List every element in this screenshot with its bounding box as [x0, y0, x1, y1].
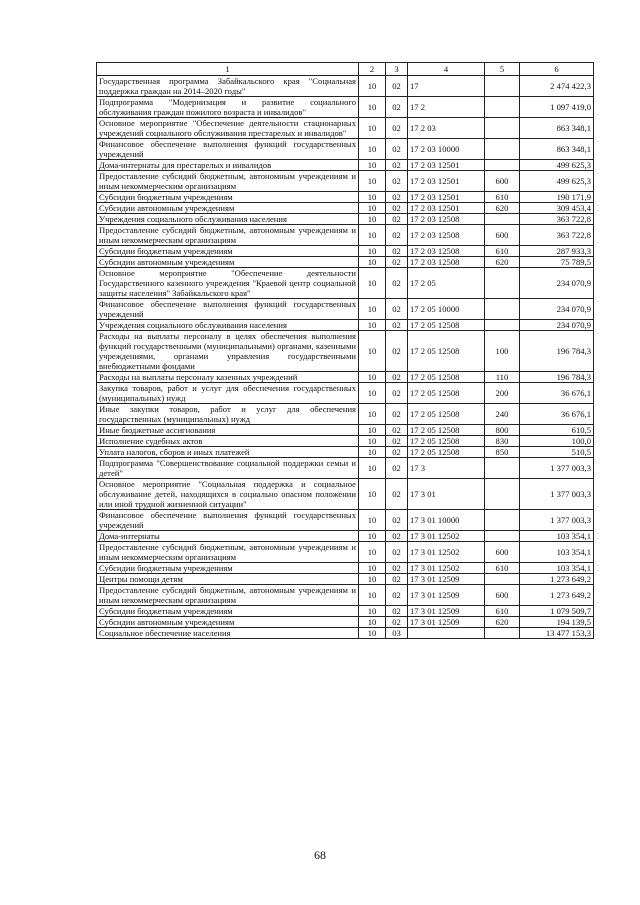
header-target-article: 4	[408, 63, 485, 76]
row-expense-type	[485, 628, 520, 639]
row-amount: 287 933,3	[520, 246, 594, 257]
row-expense-type: 850	[485, 447, 520, 458]
row-amount: 1 079 509,7	[520, 606, 594, 617]
row-amount: 196 784,3	[520, 372, 594, 383]
row-target-article: 17 2 05 12508	[408, 425, 485, 436]
row-expense-type	[485, 139, 520, 160]
row-subsection: 02	[386, 225, 408, 246]
row-subsection: 02	[386, 563, 408, 574]
table-row	[97, 574, 594, 585]
row-name: Финансовое обеспечение выполнения функций государственных учреждений	[97, 510, 359, 531]
row-expense-type	[485, 97, 520, 118]
table-header-row	[97, 63, 594, 76]
row-name: Субсидии бюджетным учреждениям	[97, 563, 359, 574]
row-expense-type: 110	[485, 372, 520, 383]
row-target-article: 17 2 05 12508	[408, 383, 485, 404]
row-subsection: 02	[386, 617, 408, 628]
table-row	[97, 425, 594, 436]
row-amount: 75 789,5	[520, 257, 594, 268]
row-target-article: 17 3 01 12509	[408, 574, 485, 585]
row-target-article: 17 2 03	[408, 118, 485, 139]
row-target-article: 17 2 03 12501	[408, 192, 485, 203]
row-section: 10	[359, 425, 386, 436]
row-expense-type	[485, 574, 520, 585]
row-expense-type: 620	[485, 617, 520, 628]
row-expense-type: 610	[485, 563, 520, 574]
row-name: Субсидии бюджетным учреждениям	[97, 606, 359, 617]
budget-table	[96, 62, 594, 639]
row-expense-type: 620	[485, 257, 520, 268]
row-target-article: 17 2 05 12508	[408, 320, 485, 331]
row-name: Субсидии автономным учреждениям	[97, 203, 359, 214]
row-amount: 234 070,9	[520, 320, 594, 331]
header-section: 2	[359, 63, 386, 76]
row-expense-type: 610	[485, 606, 520, 617]
row-name: Предоставление субсидий бюджетным, автономным учреждениям и иным некоммерческим организациям	[97, 585, 359, 606]
row-expense-type: 240	[485, 404, 520, 425]
row-subsection: 02	[386, 585, 408, 606]
row-target-article: 17 3 01 10000	[408, 510, 485, 531]
row-target-article: 17 3 01 12509	[408, 606, 485, 617]
row-section: 10	[359, 320, 386, 331]
table-row	[97, 563, 594, 574]
row-expense-type: 620	[485, 203, 520, 214]
row-name: Учреждения социального обслуживания населения	[97, 320, 359, 331]
row-section: 10	[359, 542, 386, 563]
header-subsection: 3	[386, 63, 408, 76]
row-amount: 1 377 003,3	[520, 479, 594, 510]
table-row	[97, 203, 594, 214]
row-subsection: 02	[386, 76, 408, 97]
row-subsection: 02	[386, 436, 408, 447]
row-section: 10	[359, 139, 386, 160]
row-expense-type: 830	[485, 436, 520, 447]
row-subsection: 02	[386, 425, 408, 436]
row-name: Социальное обеспечение населения	[97, 628, 359, 639]
row-target-article: 17 3 01 12502	[408, 563, 485, 574]
row-section: 10	[359, 372, 386, 383]
row-section: 10	[359, 404, 386, 425]
row-target-article: 17	[408, 76, 485, 97]
row-amount: 194 139,5	[520, 617, 594, 628]
table-row	[97, 192, 594, 203]
row-subsection: 02	[386, 97, 408, 118]
row-section: 10	[359, 606, 386, 617]
row-section: 10	[359, 383, 386, 404]
table-row	[97, 299, 594, 320]
row-target-article: 17 2 05 12508	[408, 372, 485, 383]
row-amount: 309 453,4	[520, 203, 594, 214]
row-section: 10	[359, 192, 386, 203]
row-expense-type	[485, 268, 520, 299]
row-target-article: 17 2 05 12508	[408, 331, 485, 372]
table-row	[97, 97, 594, 118]
row-section: 10	[359, 299, 386, 320]
row-name: Учреждения социального обслуживания населения	[97, 214, 359, 225]
row-expense-type: 600	[485, 585, 520, 606]
table-row	[97, 118, 594, 139]
row-target-article: 17 2 03 12501	[408, 171, 485, 192]
row-amount: 234 070,9	[520, 268, 594, 299]
row-name: Субсидии автономным учреждениям	[97, 257, 359, 268]
row-name: Предоставление субсидий бюджетным, автономным учреждениям и иным некоммерческим организациям	[97, 542, 359, 563]
row-target-article: 17 2 03 12501	[408, 160, 485, 171]
row-subsection: 02	[386, 383, 408, 404]
row-target-article: 17 2 05 12508	[408, 404, 485, 425]
row-expense-type: 610	[485, 192, 520, 203]
table-row	[97, 246, 594, 257]
row-amount: 103 354,1	[520, 531, 594, 542]
row-section: 10	[359, 76, 386, 97]
row-name: Дома-интернаты	[97, 531, 359, 542]
row-name: Субсидии бюджетным учреждениям	[97, 246, 359, 257]
row-subsection: 02	[386, 139, 408, 160]
row-expense-type	[485, 160, 520, 171]
table-row	[97, 628, 594, 639]
row-amount: 510,5	[520, 447, 594, 458]
table-row	[97, 510, 594, 531]
row-name: Закупка товаров, работ и услуг для обеспечения государственных (муниципальных) нужд	[97, 383, 359, 404]
row-name: Финансовое обеспечение выполнения функций государственных учреждений	[97, 299, 359, 320]
row-amount: 610,5	[520, 425, 594, 436]
row-section: 10	[359, 479, 386, 510]
row-amount: 13 477 153,3	[520, 628, 594, 639]
row-name: Основное мероприятие "Обеспечение деятельности стационарных учреждений социального обслуживания престарелых и инвалидов"	[97, 118, 359, 139]
row-amount: 36 676,1	[520, 383, 594, 404]
row-amount: 363 722,8	[520, 225, 594, 246]
row-name: Исполнение судебных актов	[97, 436, 359, 447]
row-expense-type: 600	[485, 542, 520, 563]
row-subsection: 02	[386, 214, 408, 225]
row-amount: 36 676,1	[520, 404, 594, 425]
row-subsection: 02	[386, 606, 408, 617]
table-row	[97, 458, 594, 479]
row-section: 10	[359, 447, 386, 458]
row-section: 10	[359, 510, 386, 531]
page-number: 68	[314, 848, 326, 862]
row-amount: 190 171,9	[520, 192, 594, 203]
row-amount: 1 273 649,2	[520, 574, 594, 585]
row-subsection: 02	[386, 320, 408, 331]
row-expense-type: 800	[485, 425, 520, 436]
row-name: Иные бюджетные ассигнования	[97, 425, 359, 436]
header-name: 1	[97, 63, 359, 76]
row-subsection: 02	[386, 331, 408, 372]
row-name: Подпрограмма "Совершенствование социальной поддержки семьи и детей"	[97, 458, 359, 479]
row-subsection: 02	[386, 574, 408, 585]
header-expense-type: 5	[485, 63, 520, 76]
row-amount: 499 625,3	[520, 171, 594, 192]
row-amount: 863 348,1	[520, 118, 594, 139]
row-amount: 2 474 422,3	[520, 76, 594, 97]
row-subsection: 02	[386, 192, 408, 203]
row-amount: 196 784,3	[520, 331, 594, 372]
table-body	[97, 76, 594, 639]
row-subsection: 02	[386, 246, 408, 257]
row-section: 10	[359, 331, 386, 372]
row-subsection: 02	[386, 510, 408, 531]
row-subsection: 02	[386, 404, 408, 425]
row-section: 10	[359, 268, 386, 299]
row-name: Расходы на выплаты персоналу казенных учреждений	[97, 372, 359, 383]
row-target-article: 17 2 05 12508	[408, 436, 485, 447]
row-section: 10	[359, 628, 386, 639]
table-row	[97, 447, 594, 458]
table-row	[97, 404, 594, 425]
row-target-article: 17 2 03 12508	[408, 214, 485, 225]
row-section: 10	[359, 203, 386, 214]
row-subsection: 02	[386, 372, 408, 383]
row-expense-type	[485, 320, 520, 331]
row-expense-type: 600	[485, 225, 520, 246]
row-target-article: 17 3	[408, 458, 485, 479]
row-subsection: 02	[386, 447, 408, 458]
row-subsection: 02	[386, 531, 408, 542]
row-subsection: 02	[386, 171, 408, 192]
row-expense-type	[485, 76, 520, 97]
table-row	[97, 331, 594, 372]
row-amount: 1 377 003,3	[520, 510, 594, 531]
row-name: Центры помощи детям	[97, 574, 359, 585]
row-expense-type	[485, 531, 520, 542]
table-row	[97, 479, 594, 510]
row-amount: 1 097 419,0	[520, 97, 594, 118]
row-name: Предоставление субсидий бюджетным, автономным учреждениям и иным некоммерческим организациям	[97, 225, 359, 246]
row-expense-type	[485, 118, 520, 139]
row-amount: 863 348,1	[520, 139, 594, 160]
row-subsection: 02	[386, 160, 408, 171]
row-section: 10	[359, 574, 386, 585]
row-target-article: 17 2	[408, 97, 485, 118]
table-row	[97, 139, 594, 160]
row-expense-type	[485, 214, 520, 225]
row-target-article: 17 2 03 12508	[408, 246, 485, 257]
row-target-article: 17 2 03 12501	[408, 203, 485, 214]
table-row	[97, 76, 594, 97]
table-row	[97, 171, 594, 192]
row-amount: 499 625,3	[520, 160, 594, 171]
row-expense-type: 100	[485, 331, 520, 372]
row-expense-type: 600	[485, 171, 520, 192]
row-name: Иные закупки товаров, работ и услуг для обеспечения государственных (муниципальных) нужд	[97, 404, 359, 425]
row-section: 10	[359, 617, 386, 628]
table-row	[97, 606, 594, 617]
row-target-article: 17 3 01 12509	[408, 585, 485, 606]
row-name: Основное мероприятие "Социальная поддержка и социальное обслуживание детей, находящихся в социально опасном положении или иной трудной жизненной ситуации"	[97, 479, 359, 510]
table-row	[97, 372, 594, 383]
row-target-article: 17 3 01 12502	[408, 531, 485, 542]
table-row	[97, 160, 594, 171]
table-row	[97, 320, 594, 331]
row-amount: 363 722,8	[520, 214, 594, 225]
row-section: 10	[359, 214, 386, 225]
row-target-article: 17 2 05 12508	[408, 447, 485, 458]
row-target-article: 17 3 01	[408, 479, 485, 510]
row-section: 10	[359, 246, 386, 257]
row-amount: 103 354,1	[520, 542, 594, 563]
row-section: 10	[359, 118, 386, 139]
table-row	[97, 585, 594, 606]
row-expense-type	[485, 458, 520, 479]
row-target-article: 17 3 01 12502	[408, 542, 485, 563]
table-row	[97, 542, 594, 563]
row-subsection: 02	[386, 118, 408, 139]
row-name: Субсидии автономным учреждениям	[97, 617, 359, 628]
row-amount: 1 377 003,3	[520, 458, 594, 479]
row-name: Финансовое обеспечение выполнения функций государственных учреждений	[97, 139, 359, 160]
row-subsection: 03	[386, 628, 408, 639]
row-target-article: 17 2 05 10000	[408, 299, 485, 320]
table-row	[97, 214, 594, 225]
row-target-article: 17 2 03 12508	[408, 257, 485, 268]
table-row	[97, 268, 594, 299]
row-amount: 103 354,1	[520, 563, 594, 574]
row-expense-type	[485, 479, 520, 510]
table-row	[97, 531, 594, 542]
row-section: 10	[359, 585, 386, 606]
row-target-article: 17 2 05	[408, 268, 485, 299]
row-expense-type: 610	[485, 246, 520, 257]
row-name: Расходы на выплаты персоналу в целях обеспечения выполнения функций государственными (муниципальными) органами, казенными учреждениями, органами управления государственными внебюджетными фондами	[97, 331, 359, 372]
table-row	[97, 225, 594, 246]
row-subsection: 02	[386, 257, 408, 268]
row-section: 10	[359, 563, 386, 574]
row-name: Уплата налогов, сборов и иных платежей	[97, 447, 359, 458]
table-row	[97, 436, 594, 447]
row-name: Субсидии бюджетным учреждениям	[97, 192, 359, 203]
row-section: 10	[359, 97, 386, 118]
row-section: 10	[359, 531, 386, 542]
row-expense-type: 200	[485, 383, 520, 404]
row-name: Основное мероприятие "Обеспечение деятельности Государственного казенного учреждения "Краевой центр социальной защиты населения" Забайкальского края"	[97, 268, 359, 299]
row-name: Дома-интернаты для престарелых и инвалидов	[97, 160, 359, 171]
row-section: 10	[359, 225, 386, 246]
row-section: 10	[359, 160, 386, 171]
row-amount: 100,0	[520, 436, 594, 447]
row-name: Государственная программа Забайкальского края "Социальная поддержка граждан на 2014–2020 годы"	[97, 76, 359, 97]
row-target-article: 17 2 03 12508	[408, 225, 485, 246]
row-name: Предоставление субсидий бюджетным, автономным учреждениям и иным некоммерческим организациям	[97, 171, 359, 192]
row-name: Подпрограмма "Модернизация и развитие социального обслуживания граждан пожилого возраста и инвалидов"	[97, 97, 359, 118]
row-amount: 1 273 649,2	[520, 585, 594, 606]
row-expense-type	[485, 299, 520, 320]
row-section: 10	[359, 171, 386, 192]
row-target-article: 17 3 01 12509	[408, 617, 485, 628]
row-section: 10	[359, 436, 386, 447]
table-row	[97, 383, 594, 404]
row-subsection: 02	[386, 479, 408, 510]
table-row	[97, 257, 594, 268]
table-row	[97, 617, 594, 628]
row-target-article: 17 2 03 10000	[408, 139, 485, 160]
row-subsection: 02	[386, 268, 408, 299]
row-amount: 234 070,9	[520, 299, 594, 320]
row-target-article	[408, 628, 485, 639]
header-amount: 6	[520, 63, 594, 76]
row-section: 10	[359, 458, 386, 479]
row-section: 10	[359, 257, 386, 268]
row-subsection: 02	[386, 458, 408, 479]
row-subsection: 02	[386, 203, 408, 214]
row-expense-type	[485, 510, 520, 531]
row-subsection: 02	[386, 299, 408, 320]
row-subsection: 02	[386, 542, 408, 563]
